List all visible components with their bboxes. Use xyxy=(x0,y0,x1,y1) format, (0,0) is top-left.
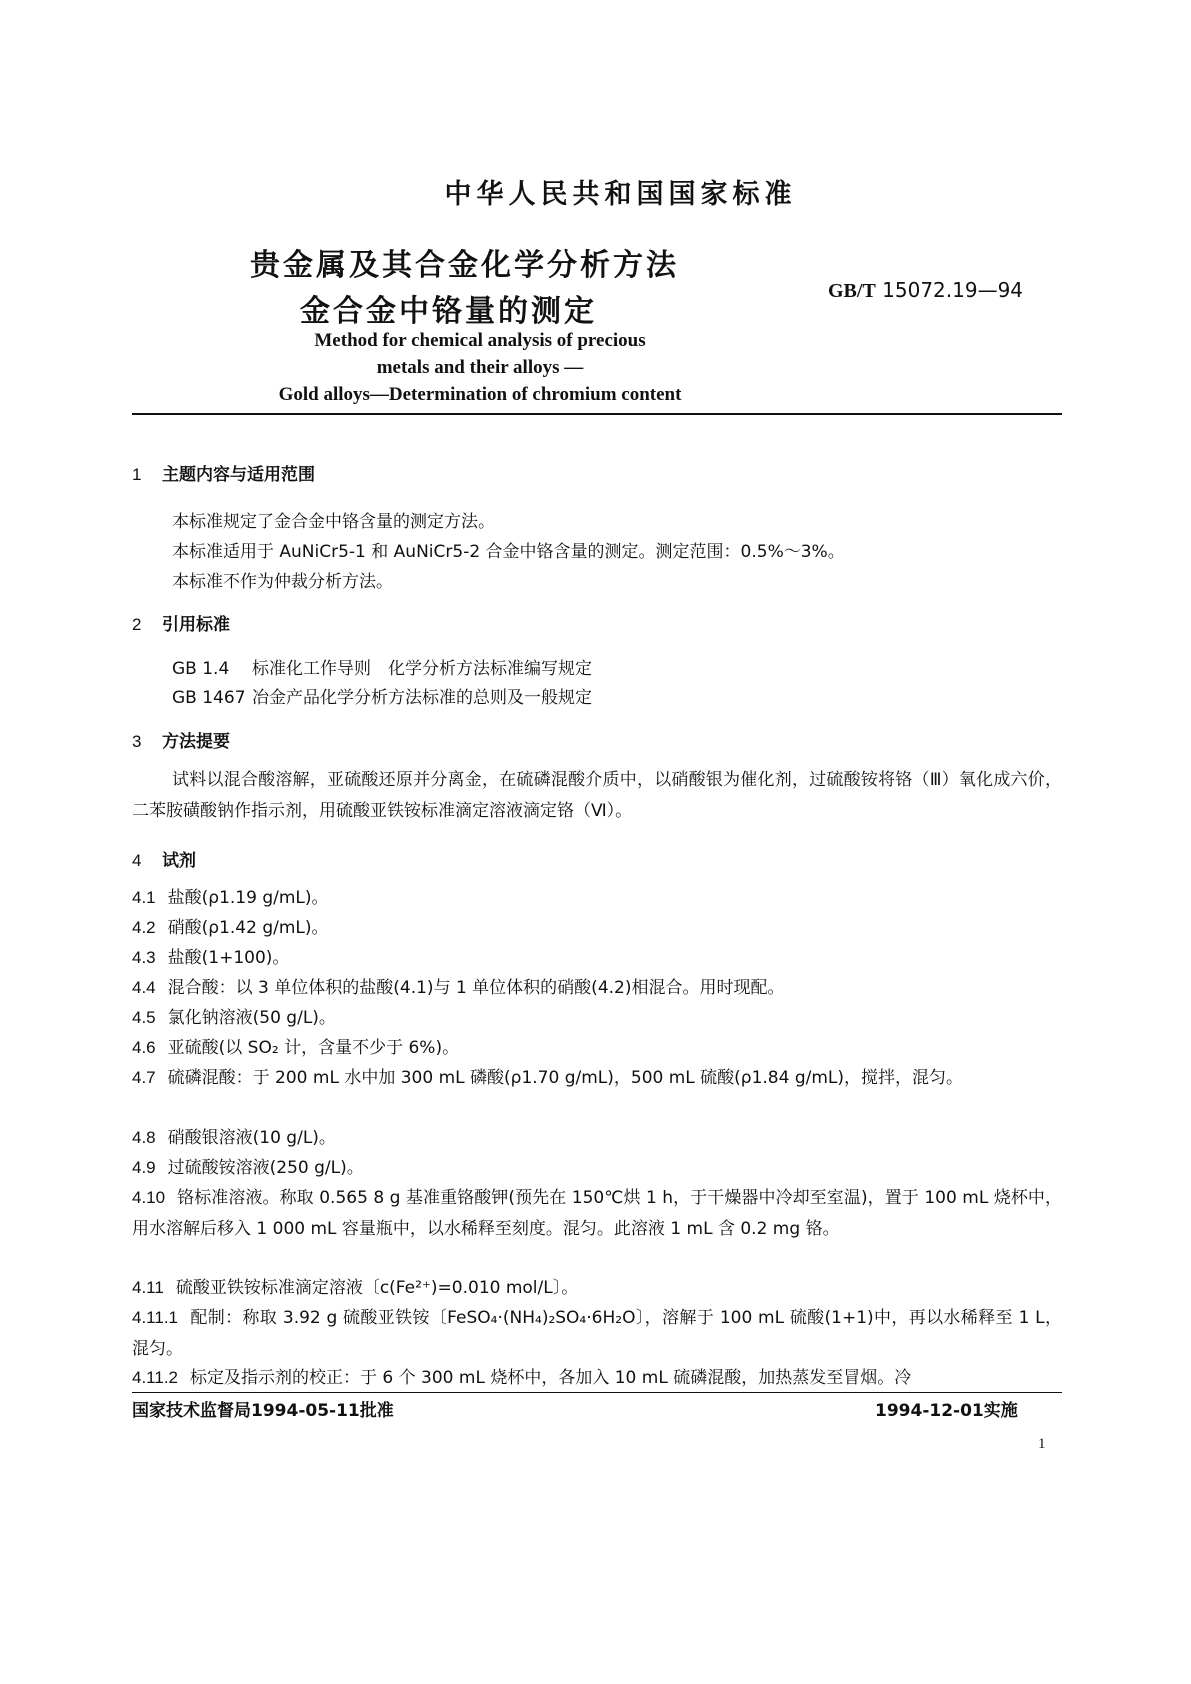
title-chinese-line2: 金合金中铬量的测定 xyxy=(300,294,597,329)
effective-date: 1994-12-01实施 xyxy=(875,1401,1018,1421)
title-english-line1: Method for chemical analysis of precious xyxy=(314,330,646,351)
section-1-paragraph-1: 本标准规定了金合金中铬含量的测定方法。 xyxy=(172,512,495,532)
section-1-paragraph-2: 本标准适用于 AuNiCr5-1 和 AuNiCr5-2 合金中铬含量的测定。测定范围：0.5%～3%。 xyxy=(172,542,845,562)
reference-code: GB 1467 xyxy=(172,688,246,708)
reagent-4-9: 4.9 过硫酸铵溶液(250 g/L)。 xyxy=(132,1158,364,1178)
section-title: 引用标准 xyxy=(162,615,230,635)
page-number: 1 xyxy=(1038,1436,1046,1452)
standard-prefix: GB/T xyxy=(828,280,876,302)
reagent-4-3: 4.3 盐酸(1+100)。 xyxy=(132,948,290,968)
section-number: 2 xyxy=(132,615,142,634)
reagent-4-11-1: 4.11.1 配制：称取 3.92 g 硫酸亚铁铵〔FeSO₄·(NH₄)₂SO₄·6H₂O〕，溶解于 100 mL 硫酸(1+1)中，再以水稀释至 1 L，混匀。 xyxy=(132,1308,1062,1359)
title-english-line2: metals and their alloys — xyxy=(376,357,584,378)
section-4-heading xyxy=(132,846,196,871)
reagent-4-11-2: 4.11.2 标定及指示剂的校正：于 6 个 300 mL 烧杯中，各加入 10 mL 硫磷混酸，加热蒸发至冒烟。冷 xyxy=(132,1368,912,1388)
section-number: 3 xyxy=(132,732,142,751)
reagent-4-5: 4.5 氯化钠溶液(50 g/L)。 xyxy=(132,1008,336,1028)
section-1-paragraph-3: 本标准不作为仲裁分析方法。 xyxy=(172,572,393,592)
reference-standard-2 xyxy=(172,683,592,708)
standard-number xyxy=(828,278,1023,303)
footer-divider xyxy=(132,1392,1062,1393)
reagent-4-1: 4.1 盐酸(ρ1.19 g/mL)。 xyxy=(132,888,329,908)
reagent-4-2: 4.2 硝酸(ρ1.42 g/mL)。 xyxy=(132,918,329,938)
reference-text: 冶金产品化学分析方法标准的总则及一般规定 xyxy=(252,688,592,708)
section-title: 主题内容与适用范围 xyxy=(162,465,315,485)
section-2-heading xyxy=(132,610,230,635)
section-title: 方法提要 xyxy=(162,732,230,752)
reference-text: 标准化工作导则 化学分析方法标准编写规定 xyxy=(252,659,592,679)
section-3-heading xyxy=(132,727,230,752)
section-1-heading xyxy=(132,460,315,485)
header-divider xyxy=(132,413,1062,415)
title-english-line3: Gold alloys—Determination of chromium content xyxy=(278,384,682,405)
reagent-4-8: 4.8 硝酸银溶液(10 g/L)。 xyxy=(132,1128,336,1148)
reagent-4-11: 4.11 硫酸亚铁铵标准滴定溶液〔c(Fe²⁺)=0.010 mol/L〕。 xyxy=(132,1278,579,1298)
standard-code: 15072.19—94 xyxy=(882,278,1024,302)
reference-standard-1 xyxy=(172,654,592,679)
reagent-4-6: 4.6 亚硫酸(以 SO₂ 计，含量不少于 6%)。 xyxy=(132,1038,460,1058)
approval-date: 国家技术监督局1994-05-11批准 xyxy=(132,1401,394,1421)
national-standard-heading: 中华人民共和国国家标准 xyxy=(444,179,797,210)
section-number: 1 xyxy=(132,465,142,484)
reference-code: GB 1.4 xyxy=(172,659,230,679)
section-title: 试剂 xyxy=(162,851,196,871)
section-number: 4 xyxy=(132,851,142,870)
title-chinese-line1: 贵金属及其合金化学分析方法 xyxy=(250,248,679,283)
reagent-4-4: 4.4 混合酸：以 3 单位体积的盐酸(4.1)与 1 单位体积的硝酸(4.2)相混合。用时现配。 xyxy=(132,978,785,998)
reagent-4-10: 4.10 铬标准溶液。称取 0.565 8 g 基准重铬酸钾(预先在 150℃烘 1 h，于干燥器中冷却至室温)，置于 100 mL 烧杯中，用水溶解后移入 1 000 mL 容量瓶中，以水稀释至刻度。混匀。此溶液 1 mL 含 0.2 mg 铬。 xyxy=(132,1188,1062,1239)
section-3-text: 试料以混合酸溶解，亚硫酸还原并分离金，在硫磷混酸介质中，以硝酸银为催化剂，过硫酸铵将铬（Ⅲ）氧化成六价，二苯胺磺酸钠作指示剂，用硫酸亚铁铵标准滴定溶液滴定铬（Ⅵ）。 xyxy=(132,770,1062,821)
reagent-4-7: 4.7 硫磷混酸：于 200 mL 水中加 300 mL 磷酸(ρ1.70 g/mL)，500 mL 硫酸(ρ1.84 g/mL)，搅拌，混匀。 xyxy=(132,1068,964,1088)
